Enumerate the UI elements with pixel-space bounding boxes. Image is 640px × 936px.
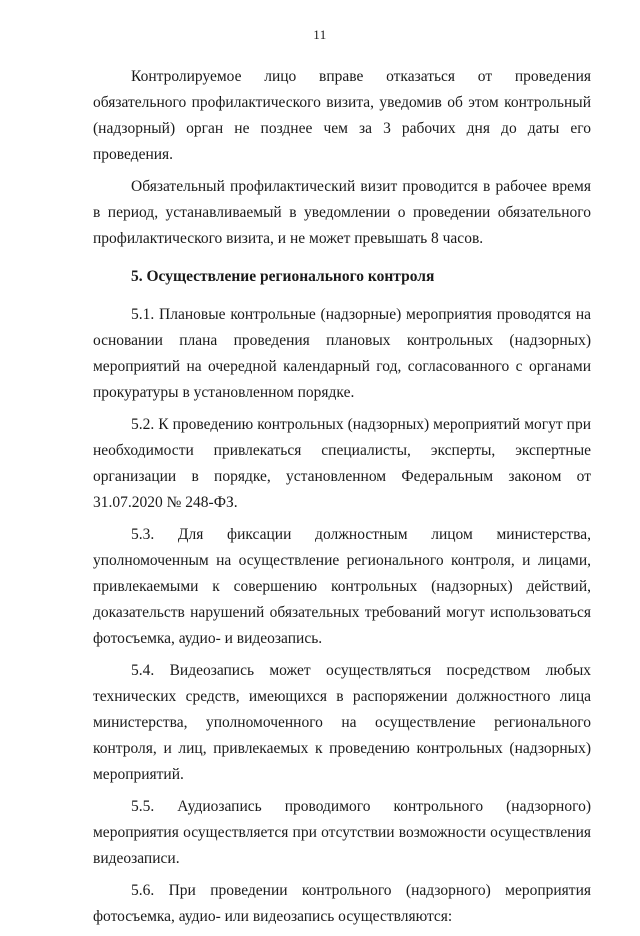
paragraph-5-2: 5.2. К проведению контрольных (надзорных) мероприятий могут при необходимости привлекаться специалисты, эксперты, экспертные организации в порядке, установленном Федеральным законом от 31.07.2020 № 248-ФЗ.	[93, 416, 591, 511]
document-body	[93, 64, 591, 936]
paragraph-5-3: 5.3. Для фиксации должностным лицом министерства, уполномоченным на осуществление регионального контроля, и лицами, привлекаемыми к совершению контрольных (надзорных) действий, доказательств нарушений обязательных требований могут использоваться фотосъемка, аудио- и видеозапись.	[93, 526, 591, 647]
paragraph-5-6: 5.6. При проведении контрольного (надзорного) мероприятия фотосъемка, аудио- или видеозапись осуществляются:	[93, 882, 591, 925]
paragraph-visit-time: Обязательный профилактический визит проводится в рабочее время в период, устанавливаемый в уведомлении о проведении обязательного профилактического визита, и не может превышать 8 часов.	[93, 178, 591, 247]
paragraph-refusal: Контролируемое лицо вправе отказаться от проведения обязательного профилактического визита, уведомив об этом контрольный (надзорный) орган не позднее чем за 3 рабочих дня до даты его проведения.	[93, 68, 591, 163]
page-number: 11	[313, 27, 327, 42]
paragraph-5-4: 5.4. Видеозапись может осуществляться посредством любых технических средств, имеющихся в распоряжении должностного лица министерства, уполномоченного на осуществление регионального контроля, и лиц, привлекаемых к проведению контрольных (надзорных) мероприятий.	[93, 662, 591, 783]
section-heading: 5. Осуществление регионального контроля	[131, 268, 435, 285]
paragraph-5-5: 5.5. Аудиозапись проводимого контрольного (надзорного) мероприятия осуществляется при отсутствии возможности осуществления видеозаписи.	[93, 798, 591, 867]
paragraph-5-1: 5.1. Плановые контрольные (надзорные) мероприятия проводятся на основании плана проведения плановых контрольных (надзорных) мероприятий на очередной календарный год, согласованного с органами прокуратуры в установленном порядке.	[93, 306, 591, 401]
